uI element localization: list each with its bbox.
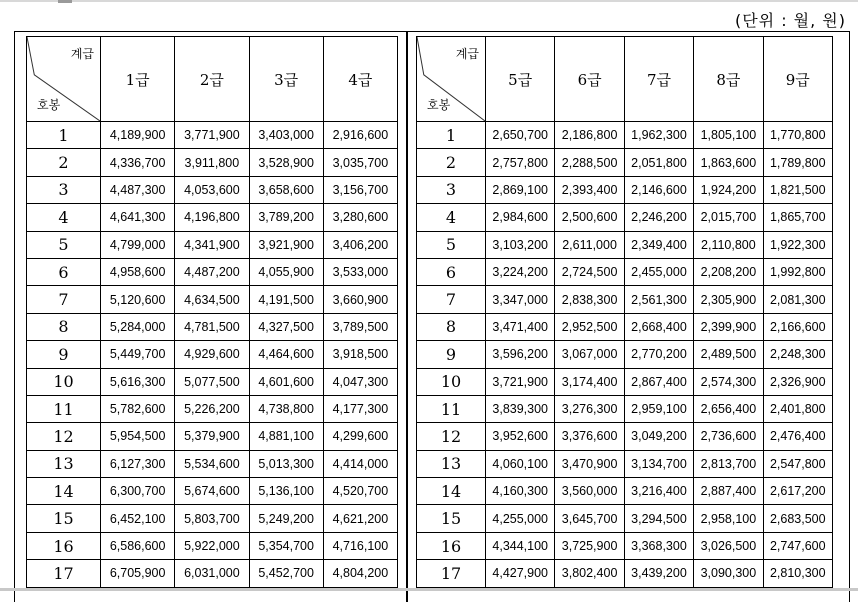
unit-label: (단위 : 월, 원) <box>734 11 846 30</box>
table-row <box>27 478 398 505</box>
salary-cell: 1,924,200 <box>694 176 763 203</box>
salary-cell: 2,887,400 <box>694 478 763 505</box>
salary-cell: 5,249,200 <box>249 505 323 532</box>
table-row <box>27 176 398 203</box>
salary-cell: 4,520,700 <box>323 478 397 505</box>
grade-header: 1급 <box>101 37 175 122</box>
salary-cell: 3,035,700 <box>323 149 397 176</box>
salary-cell: 4,196,800 <box>175 204 249 231</box>
salary-cell: 4,601,600 <box>249 368 323 395</box>
salary-cell: 3,596,200 <box>486 341 555 368</box>
salary-cell: 2,455,000 <box>624 258 693 285</box>
salary-cell: 2,959,100 <box>624 395 693 422</box>
step-cell: 11 <box>417 395 486 422</box>
salary-cell: 3,156,700 <box>323 176 397 203</box>
salary-cell: 4,799,000 <box>101 231 175 258</box>
salary-cell: 6,127,300 <box>101 450 175 477</box>
salary-cell: 2,246,200 <box>624 204 693 231</box>
salary-cell: 5,954,500 <box>101 423 175 450</box>
step-cell: 5 <box>27 231 101 258</box>
salary-cell: 4,189,900 <box>101 122 175 149</box>
salary-cell: 1,922,300 <box>763 231 832 258</box>
salary-cell: 2,770,200 <box>624 341 693 368</box>
table-row <box>417 122 833 149</box>
salary-cell: 2,399,900 <box>694 313 763 340</box>
table-row <box>417 560 833 587</box>
salary-cell: 1,865,700 <box>763 204 832 231</box>
salary-cell: 4,634,500 <box>175 286 249 313</box>
salary-cell: 3,368,300 <box>624 532 693 559</box>
step-cell: 9 <box>417 341 486 368</box>
grade-header: 5급 <box>486 37 555 122</box>
salary-cell: 2,305,900 <box>694 286 763 313</box>
step-cell: 16 <box>417 532 486 559</box>
salary-cell: 2,617,200 <box>763 478 832 505</box>
salary-cell: 3,470,900 <box>555 450 624 477</box>
table-row <box>417 258 833 285</box>
salary-cell: 1,805,100 <box>694 122 763 149</box>
step-cell: 4 <box>417 204 486 231</box>
salary-cell: 4,299,600 <box>323 423 397 450</box>
table-row <box>417 231 833 258</box>
salary-cell: 5,136,100 <box>249 478 323 505</box>
salary-cell: 3,528,900 <box>249 149 323 176</box>
salary-cell: 2,668,400 <box>624 313 693 340</box>
salary-cell: 3,789,500 <box>323 313 397 340</box>
salary-cell: 4,427,900 <box>486 560 555 587</box>
salary-cell: 2,683,500 <box>763 505 832 532</box>
step-cell: 12 <box>27 423 101 450</box>
corner-header <box>417 37 486 122</box>
salary-cell: 3,049,200 <box>624 423 693 450</box>
salary-cell: 2,656,400 <box>694 395 763 422</box>
step-axis-label: 호봉 <box>37 98 61 112</box>
step-cell: 17 <box>27 560 101 587</box>
salary-cell: 2,081,300 <box>763 286 832 313</box>
header-row <box>417 37 833 122</box>
salary-cell: 4,047,300 <box>323 368 397 395</box>
salary-cell: 3,403,000 <box>249 122 323 149</box>
table-row <box>417 204 833 231</box>
salary-cell: 4,177,300 <box>323 395 397 422</box>
salary-cell: 2,736,600 <box>694 423 763 450</box>
salary-cell: 4,929,600 <box>175 341 249 368</box>
salary-cell: 3,276,300 <box>555 395 624 422</box>
table-row <box>27 532 398 559</box>
salary-cell: 3,134,700 <box>624 450 693 477</box>
salary-cell: 2,146,600 <box>624 176 693 203</box>
salary-cell: 3,471,400 <box>486 313 555 340</box>
table-row <box>417 450 833 477</box>
salary-cell: 4,055,900 <box>249 258 323 285</box>
salary-cell: 2,110,800 <box>694 231 763 258</box>
salary-cell: 1,770,800 <box>763 122 832 149</box>
step-cell: 3 <box>417 176 486 203</box>
top-border <box>0 0 858 2</box>
step-cell: 9 <box>27 341 101 368</box>
salary-cell: 2,326,900 <box>763 368 832 395</box>
salary-cell: 4,327,500 <box>249 313 323 340</box>
table-row <box>27 122 398 149</box>
salary-cell: 3,174,400 <box>555 368 624 395</box>
salary-cell: 2,574,300 <box>694 368 763 395</box>
salary-cell: 3,911,800 <box>175 149 249 176</box>
ruler-marker <box>58 0 72 3</box>
step-cell: 10 <box>417 368 486 395</box>
salary-cell: 5,226,200 <box>175 395 249 422</box>
grade-header: 4급 <box>323 37 397 122</box>
step-cell: 14 <box>27 478 101 505</box>
salary-cell: 1,821,500 <box>763 176 832 203</box>
salary-cell: 3,839,300 <box>486 395 555 422</box>
step-cell: 7 <box>417 286 486 313</box>
salary-cell: 4,621,200 <box>323 505 397 532</box>
salary-cell: 3,533,000 <box>323 258 397 285</box>
salary-cell: 2,547,800 <box>763 450 832 477</box>
salary-cell: 4,191,500 <box>249 286 323 313</box>
salary-cell: 4,781,500 <box>175 313 249 340</box>
salary-cell: 3,771,900 <box>175 122 249 149</box>
grade-header: 6급 <box>555 37 624 122</box>
salary-cell: 4,958,600 <box>101 258 175 285</box>
salary-cell: 5,354,700 <box>249 532 323 559</box>
salary-cell: 2,810,300 <box>763 560 832 587</box>
salary-cell: 3,721,900 <box>486 368 555 395</box>
salary-cell: 2,208,200 <box>694 258 763 285</box>
salary-cell: 5,379,900 <box>175 423 249 450</box>
step-cell: 8 <box>417 313 486 340</box>
salary-cell: 1,992,800 <box>763 258 832 285</box>
salary-cell: 5,922,000 <box>175 532 249 559</box>
salary-cell: 4,738,800 <box>249 395 323 422</box>
salary-cell: 6,300,700 <box>101 478 175 505</box>
step-cell: 1 <box>417 122 486 149</box>
salary-cell: 1,863,600 <box>694 149 763 176</box>
salary-cell: 2,916,600 <box>323 122 397 149</box>
salary-cell: 3,658,600 <box>249 176 323 203</box>
step-cell: 1 <box>27 122 101 149</box>
step-cell: 15 <box>417 505 486 532</box>
salary-cell: 4,464,600 <box>249 341 323 368</box>
table-row <box>417 313 833 340</box>
salary-cell: 2,401,800 <box>763 395 832 422</box>
corner-header <box>27 37 101 122</box>
step-cell: 17 <box>417 560 486 587</box>
salary-table-grades-5-9 <box>416 36 833 588</box>
salary-cell: 4,060,100 <box>486 450 555 477</box>
table-row <box>27 149 398 176</box>
salary-cell: 2,984,600 <box>486 204 555 231</box>
salary-cell: 2,724,500 <box>555 258 624 285</box>
table-row <box>27 258 398 285</box>
salary-cell: 6,452,100 <box>101 505 175 532</box>
salary-cell: 3,376,600 <box>555 423 624 450</box>
salary-cell: 4,160,300 <box>486 478 555 505</box>
salary-cell: 3,560,000 <box>555 478 624 505</box>
salary-cell: 2,051,800 <box>624 149 693 176</box>
salary-cell: 4,255,000 <box>486 505 555 532</box>
salary-cell: 3,347,000 <box>486 286 555 313</box>
salary-cell: 4,804,200 <box>323 560 397 587</box>
step-axis-label: 호봉 <box>427 98 451 112</box>
step-cell: 6 <box>417 258 486 285</box>
salary-cell: 4,344,100 <box>486 532 555 559</box>
salary-table-grades-1-4 <box>26 36 398 588</box>
grade-header: 3급 <box>249 37 323 122</box>
salary-cell: 3,067,000 <box>555 341 624 368</box>
salary-cell: 3,918,500 <box>323 341 397 368</box>
salary-cell: 2,349,400 <box>624 231 693 258</box>
salary-cell: 5,782,600 <box>101 395 175 422</box>
salary-cell: 5,452,700 <box>249 560 323 587</box>
table-row <box>27 368 398 395</box>
salary-cell: 5,013,300 <box>249 450 323 477</box>
table-row <box>27 450 398 477</box>
salary-cell: 3,952,600 <box>486 423 555 450</box>
step-cell: 15 <box>27 505 101 532</box>
table-row <box>417 368 833 395</box>
table-row <box>27 286 398 313</box>
salary-cell: 2,813,700 <box>694 450 763 477</box>
salary-cell: 3,090,300 <box>694 560 763 587</box>
salary-cell: 3,224,200 <box>486 258 555 285</box>
salary-cell: 3,725,900 <box>555 532 624 559</box>
salary-cell: 5,120,600 <box>101 286 175 313</box>
table-row <box>417 286 833 313</box>
salary-cell: 6,705,900 <box>101 560 175 587</box>
table-row <box>417 176 833 203</box>
grade-header: 9급 <box>763 37 832 122</box>
table-row <box>417 149 833 176</box>
salary-cell: 2,757,800 <box>486 149 555 176</box>
salary-cell: 4,487,200 <box>175 258 249 285</box>
step-cell: 8 <box>27 313 101 340</box>
salary-cell: 3,280,600 <box>323 204 397 231</box>
salary-cell: 4,341,900 <box>175 231 249 258</box>
step-cell: 7 <box>27 286 101 313</box>
salary-cell: 5,284,000 <box>101 313 175 340</box>
salary-cell: 5,449,700 <box>101 341 175 368</box>
salary-cell: 2,747,600 <box>763 532 832 559</box>
salary-cell: 2,288,500 <box>555 149 624 176</box>
salary-cell: 2,166,600 <box>763 313 832 340</box>
table-row <box>417 341 833 368</box>
step-cell: 11 <box>27 395 101 422</box>
salary-cell: 2,561,300 <box>624 286 693 313</box>
salary-cell: 5,616,300 <box>101 368 175 395</box>
salary-cell: 4,881,100 <box>249 423 323 450</box>
salary-cell: 3,406,200 <box>323 231 397 258</box>
table-row <box>27 423 398 450</box>
salary-cell: 4,053,600 <box>175 176 249 203</box>
step-cell: 12 <box>417 423 486 450</box>
header-row <box>27 37 398 122</box>
salary-cell: 2,248,300 <box>763 341 832 368</box>
step-cell: 4 <box>27 204 101 231</box>
table-row <box>27 231 398 258</box>
salary-cell: 3,216,400 <box>624 478 693 505</box>
salary-cell: 2,650,700 <box>486 122 555 149</box>
salary-cell: 2,500,600 <box>555 204 624 231</box>
salary-cell: 3,789,200 <box>249 204 323 231</box>
salary-cell: 2,186,800 <box>555 122 624 149</box>
salary-cell: 2,958,100 <box>694 505 763 532</box>
salary-cell: 3,660,900 <box>323 286 397 313</box>
salary-cell: 2,015,700 <box>694 204 763 231</box>
salary-cell: 4,487,300 <box>101 176 175 203</box>
table-row <box>27 505 398 532</box>
step-cell: 10 <box>27 368 101 395</box>
salary-cell: 3,103,200 <box>486 231 555 258</box>
salary-cell: 2,867,400 <box>624 368 693 395</box>
grade-header: 7급 <box>624 37 693 122</box>
table-row <box>27 560 398 587</box>
salary-cell: 1,789,800 <box>763 149 832 176</box>
table-row <box>417 423 833 450</box>
salary-cell: 2,393,400 <box>555 176 624 203</box>
salary-cell: 6,031,000 <box>175 560 249 587</box>
grade-axis-label: 계급 <box>455 47 479 61</box>
salary-cell: 4,414,000 <box>323 450 397 477</box>
salary-cell: 5,803,700 <box>175 505 249 532</box>
salary-cell: 3,645,700 <box>555 505 624 532</box>
grade-header: 8급 <box>694 37 763 122</box>
salary-cell: 2,489,500 <box>694 341 763 368</box>
grade-header: 2급 <box>175 37 249 122</box>
salary-cell: 2,952,500 <box>555 313 624 340</box>
salary-cell: 5,674,600 <box>175 478 249 505</box>
step-cell: 6 <box>27 258 101 285</box>
salary-cell: 2,611,000 <box>555 231 624 258</box>
salary-cell: 5,534,600 <box>175 450 249 477</box>
grade-axis-label: 계급 <box>70 47 94 61</box>
salary-cell: 3,802,400 <box>555 560 624 587</box>
table-row <box>27 204 398 231</box>
table-row <box>417 532 833 559</box>
table-row <box>27 395 398 422</box>
salary-cell: 1,962,300 <box>624 122 693 149</box>
salary-cell: 2,476,400 <box>763 423 832 450</box>
salary-cell: 3,439,200 <box>624 560 693 587</box>
salary-cell: 2,869,100 <box>486 176 555 203</box>
salary-cell: 3,026,500 <box>694 532 763 559</box>
step-cell: 2 <box>27 149 101 176</box>
salary-cell: 6,586,600 <box>101 532 175 559</box>
step-cell: 14 <box>417 478 486 505</box>
step-cell: 13 <box>417 450 486 477</box>
step-cell: 13 <box>27 450 101 477</box>
table-row <box>417 478 833 505</box>
salary-cell: 5,077,500 <box>175 368 249 395</box>
table-row <box>27 313 398 340</box>
table-row <box>417 505 833 532</box>
salary-cell: 3,921,900 <box>249 231 323 258</box>
salary-cell: 4,336,700 <box>101 149 175 176</box>
step-cell: 5 <box>417 231 486 258</box>
salary-cell: 3,294,500 <box>624 505 693 532</box>
step-cell: 16 <box>27 532 101 559</box>
salary-cell: 2,838,300 <box>555 286 624 313</box>
step-cell: 2 <box>417 149 486 176</box>
salary-cell: 4,641,300 <box>101 204 175 231</box>
table-row <box>27 341 398 368</box>
salary-cell: 4,716,100 <box>323 532 397 559</box>
step-cell: 3 <box>27 176 101 203</box>
table-row <box>417 395 833 422</box>
